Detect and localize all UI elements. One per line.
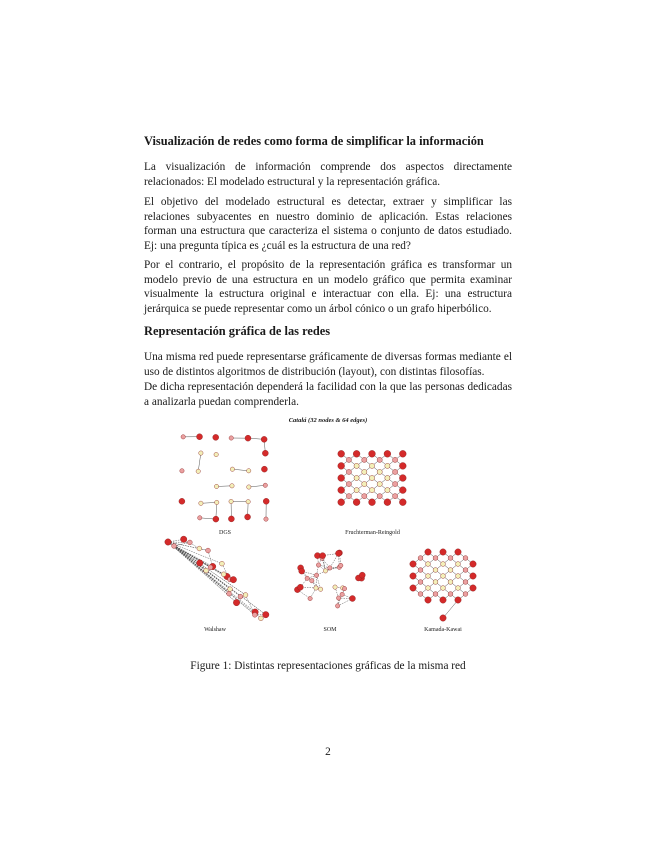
graph-node [369,475,374,480]
graph-node [362,481,367,486]
graph-node [213,516,219,522]
panel-fruchterman-label: Fruchterman-Reingold [345,530,400,536]
paragraph-misma-red: Una misma red puede representarse gráficamente de diversas formas mediante el uso de distintos algoritmos de distribución (layout), con distintas filosofías. [144,351,512,378]
graph-node [310,579,314,583]
graph-node [354,463,359,468]
graph-edge [168,542,261,618]
dgs-graph [175,430,275,528]
graph-node [385,488,390,493]
graph-node [362,494,367,499]
graph-node [206,548,211,553]
graph-edge [443,600,458,618]
graph-node [470,561,476,567]
graph-node [346,481,351,486]
graph-node [455,597,461,603]
graph-node [369,499,376,506]
graph-node [320,553,326,559]
graph-node [245,514,251,520]
graph-node [393,481,398,486]
graph-node [433,580,438,585]
graph-node [399,499,406,506]
graph-node [433,568,438,573]
graph-node [399,475,406,482]
graph-node [455,549,461,555]
graph-node [299,568,305,574]
graph-edge [168,542,255,612]
graph-node [463,580,468,585]
graph-node [261,466,267,472]
graph-node [354,475,359,480]
paragraph-representacion: Por el contrario, el propósito de la representación gráfica es transformar un modelo previo de una estructura en un modelo gráfico que permita examinar visualmente la estructura original e interactuar con ella. Ej: una estructura jerárquica se puede representar como un árbol cónico o un grafo hiperbólico. [144,259,512,315]
graph-node [181,435,185,439]
graph-node [426,562,431,567]
graph-node [448,580,453,585]
graph-node [243,593,248,598]
graph-node [229,499,233,503]
panel-dgs [175,430,275,542]
graph-node [377,457,382,462]
graph-node [369,488,374,493]
graph-node [187,540,192,545]
graph-node [338,475,345,482]
graph-node [247,485,251,489]
graph-node [246,499,250,503]
paragraph-modelado: El objetivo del modelado estructural es detectar, extraer y simplificar las relaciones subyacentes en nuestro dominio de aplicación. Estas relaciones forman una estructura que caracteriza el sistema o conjunto de datos estudiado. Ej: una pregunta típica es ¿cuál es la estructura de una red? [144,196,512,252]
graph-node [228,516,234,522]
graph-node [165,539,171,545]
figure-caption: Figure 1: Distintas representaciones gráficas de la misma red [190,660,466,672]
graph-node [199,451,203,455]
graph-node [213,434,219,440]
graph-node [199,501,203,505]
graph-node [377,481,382,486]
graph-node [197,434,203,440]
graph-node [410,585,416,591]
graph-node [463,556,468,561]
section-heading-representacion: Representación gráfica de las redes [144,324,331,338]
graph-node [230,484,234,488]
graph-node [247,469,251,473]
graph-edge [174,546,200,563]
graph-node [262,450,268,456]
som-graph [285,542,375,624]
graph-node [230,467,234,471]
paragraph-intro: La visualización de información comprende dos aspectos directamente relacionados: El modelado estructural y la representación gráfica. [144,161,512,188]
graph-node [308,596,312,600]
panel-kamada-label: Kamada-Kawai [424,627,462,633]
graph-node [440,549,446,555]
graph-node [448,556,453,561]
graph-node [338,499,345,506]
graph-node [214,452,218,456]
graph-node [263,483,267,487]
graph-node [220,561,225,566]
section-heading-visualizacion: Visualización de redes como forma de simplificar la información [144,134,484,148]
graph-node [261,436,267,442]
panel-fruchterman [320,430,425,542]
graph-node [335,550,341,556]
graph-node [229,436,233,440]
graph-edge [168,542,255,615]
graph-edge [232,469,248,471]
graph-node [418,580,423,585]
graph-node [354,488,359,493]
graph-node [215,500,219,504]
graph-node [433,556,438,561]
graph-node [336,596,340,600]
graph-node [339,563,343,567]
graph-node [221,572,226,577]
graph-node [384,499,391,506]
graph-node [227,591,232,596]
graph-node [384,450,391,457]
figure [155,416,501,640]
graph-node [328,566,332,570]
graph-node [399,487,406,494]
panel-som-label: SOM [323,627,337,633]
graph-node [228,587,233,592]
graph-node [180,469,184,473]
graph-node [245,435,251,441]
fruchterman-graph [320,430,425,528]
graph-node [198,516,202,520]
graph-edge [249,485,266,487]
graph-node [369,463,374,468]
graph-node [197,546,202,551]
panel-walshaw-label: Walshaw [204,627,226,633]
graph-node [349,595,355,601]
panel-dgs-label: DGS [218,530,231,536]
graph-node [233,599,239,605]
graph-node [338,487,345,494]
graph-node [333,585,337,589]
panel-walshaw [160,534,270,636]
graph-node [441,574,446,579]
graph-node [346,494,351,499]
paragraph-dicha-representacion: De dicha representación dependerá la facilidad con la que las personas dedicadas a analizarla puedan comprenderla. [144,381,512,408]
graph-node [263,611,269,617]
graph-node [230,576,236,582]
graph-node [456,562,461,567]
graph-node [180,536,186,542]
graph-node [425,549,431,555]
graph-node [393,469,398,474]
graph-node [385,463,390,468]
graph-edge [174,546,266,615]
graph-node [441,562,446,567]
graph-node [410,573,416,579]
graph-node [418,592,423,597]
graph-node [440,597,446,603]
graph-node [448,592,453,597]
graph-node [393,494,398,499]
graph-node [377,494,382,499]
graph-node [346,457,351,462]
graph-node [179,498,185,504]
graph-node [369,450,376,457]
graph-node [338,463,345,470]
graph-node [259,616,264,621]
graph-edge [198,453,201,471]
graph-node [208,565,213,570]
graph-node [426,586,431,591]
graph-node [314,573,318,577]
graph-node [418,568,423,573]
graph-node [425,597,431,603]
graph-node [238,594,243,599]
panel-kamada [393,536,493,636]
graph-node [470,585,476,591]
graph-node [316,563,320,567]
graph-node [340,592,344,596]
graph-node [463,568,468,573]
graph-node [342,586,346,590]
page-number: 2 [325,746,331,758]
graph-node [353,499,360,506]
graph-node [456,586,461,591]
graph-node [305,576,309,580]
graph-node [362,469,367,474]
graph-node [359,572,365,578]
graph-node [470,573,476,579]
graph-node [377,469,382,474]
graph-node [385,475,390,480]
graph-node [440,615,446,621]
graph-node [426,574,431,579]
panel-som [285,542,375,636]
graph-node [463,592,468,597]
graph-node [346,469,351,474]
kamada-graph [393,536,493,624]
graph-node [335,604,339,608]
graph-node [318,587,322,591]
graph-node [418,556,423,561]
graph-node [314,586,318,590]
graph-node [338,450,345,457]
graph-node [196,469,200,473]
graph-node [433,592,438,597]
graph-node [448,568,453,573]
graph-node [393,457,398,462]
graph-node [172,544,177,549]
graph-node [399,450,406,457]
graph-node [204,568,209,573]
graph-node [399,463,406,470]
graph-edge [174,546,246,595]
graph-node [214,484,218,488]
graph-node [441,586,446,591]
graph-node [263,498,269,504]
graph-node [456,574,461,579]
graph-node [297,584,303,590]
graph-node [197,560,203,566]
graph-node [323,569,327,573]
graph-node [353,450,360,457]
walshaw-graph [160,534,270,624]
graph-node [410,561,416,567]
graph-node [362,457,367,462]
graph-node [264,517,268,521]
graph-node [252,612,257,617]
figure-title: Catalá (32 nodes & 64 edges) [288,417,368,424]
